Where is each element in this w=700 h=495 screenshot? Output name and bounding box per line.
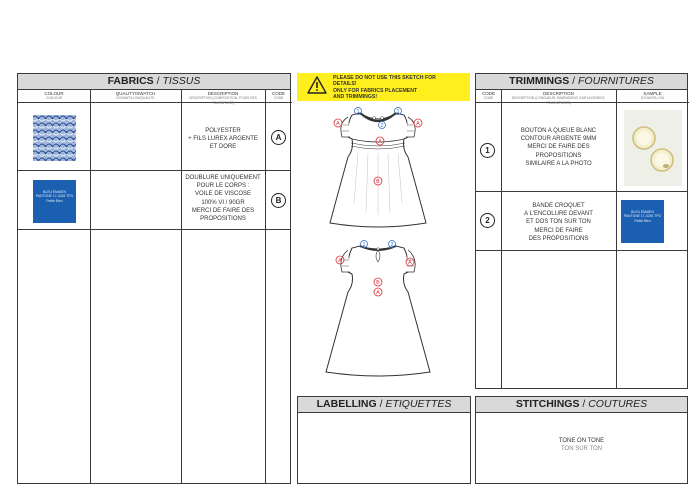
warning-line: PLEASE DO NOT USE THIS SKETCH FOR: [333, 75, 436, 81]
marker-2: 2: [390, 242, 394, 248]
stitchings-title: [476, 397, 687, 413]
fabric-description-a: [181, 127, 265, 152]
fabric-swatch-viscose: [33, 180, 76, 223]
fabrics-title-bold: FABRICS: [107, 75, 154, 87]
fabrics-title-italic: TISSUS: [162, 75, 201, 87]
trim-code-2: 2: [480, 213, 495, 228]
swatch-text: BLEU ÉMAÏEN: [43, 190, 66, 194]
trimmings-col-sample: [616, 89, 689, 103]
fabric-description-b: [181, 174, 265, 223]
marker-b: B: [376, 280, 380, 287]
trimmings-title-sep: /: [569, 75, 578, 87]
desc-line: DES PROPOSITIONS: [528, 235, 589, 242]
desc-line: PROPOSITIONS: [200, 216, 246, 223]
fabrics-col-description: [181, 89, 265, 103]
desc-line: CONTOUR ARGENTE 9MM: [520, 136, 597, 143]
fabrics-title-sep: /: [153, 75, 163, 87]
fabrics-panel: [17, 73, 291, 484]
divider: [476, 250, 688, 251]
desc-line: DOUBLURE UNIQUEMENT: [185, 175, 261, 181]
stitchings-panel: [475, 396, 688, 484]
stitchings-title-sep: /: [579, 398, 589, 410]
trim-description-2: [501, 202, 616, 243]
desc-line: MERCI DE FAIRE DES: [191, 207, 255, 214]
swatch-text: PANTONE 17-4246 TPG: [623, 214, 662, 219]
desc-line: + FILS LUREX ARGENTE: [188, 136, 258, 143]
trimmings-col-description: [501, 89, 616, 103]
col-sub: DESCRIPTION (LONGUEUR, DIMENSIONS, EMPLACEMENT, FOURNITURES): [511, 96, 606, 105]
desc-line: VOILE DE VISCOSE: [194, 191, 252, 198]
fabrics-title: [18, 74, 290, 90]
col-sub: ECHANTILLON/QUALITE: [116, 96, 155, 100]
col-sub: DESCRIPTION (COMPOSITION, POIDS DES FOURNITURE): [189, 96, 257, 105]
warning-line: ONLY FOR FABRICS PLACEMENT: [333, 87, 418, 94]
stitchings-title-italic: COUTURES: [588, 398, 648, 410]
warning-icon: [307, 76, 327, 94]
divider: [90, 89, 91, 484]
col-label: COLOUR: [44, 91, 64, 96]
fabric-swatch-lurex: [33, 115, 76, 161]
marker-a: A: [408, 260, 412, 267]
col-label: SAMPLE: [643, 91, 662, 96]
marker-a: A: [336, 121, 340, 128]
stitching-line-2: TON SUR TON: [560, 446, 602, 452]
desc-line: POUR LE CORPS :: [196, 183, 250, 190]
col-label: DESCRIPTION: [207, 91, 239, 96]
labelling-title-italic: ETIQUETTES: [385, 398, 452, 410]
col-sub: CODE: [483, 96, 494, 100]
marker-a: A: [338, 258, 342, 265]
trim-swatch-band: [621, 200, 664, 243]
col-sub: COULEUR: [45, 96, 63, 100]
marker-a: A: [416, 121, 420, 128]
col-sub: CODE: [273, 96, 284, 100]
fabric-code-a: A: [271, 130, 286, 145]
fabrics-col-colour: [18, 89, 90, 103]
marker-2: 2: [380, 123, 384, 129]
stitching-note: [476, 437, 687, 453]
marker-1: 1: [362, 242, 366, 248]
divider: [18, 229, 291, 230]
desc-line: 100% VI / 90GR: [201, 199, 245, 206]
labelling-title: [298, 397, 470, 413]
swatch-text: Petite Bleu: [634, 218, 651, 223]
divider: [18, 170, 291, 171]
garment-sketch-front: [318, 103, 438, 233]
desc-line: MERCI DE FAIRE DES: [527, 144, 590, 151]
labelling-panel: [297, 396, 471, 484]
trimmings-title-italic: FOURNITURES: [578, 75, 654, 87]
divider: [616, 89, 617, 389]
desc-line: BANDE CROQUET: [532, 203, 585, 209]
col-label: CODE: [481, 91, 495, 96]
desc-line: A L'ENCOLURE DEVANT: [524, 211, 593, 218]
swatch-text: PANTONE 17-4246 TPG: [35, 194, 74, 199]
desc-line: POLYESTER: [205, 128, 241, 134]
fabric-code-b: B: [271, 193, 286, 208]
marker-a: A: [378, 139, 382, 146]
marker-1: 1: [356, 109, 360, 115]
marker-1: 1: [396, 109, 400, 115]
button-sample-photo: [624, 110, 682, 186]
marker-b: B: [376, 179, 380, 186]
desc-line: BOUTON A QUEUE BLANC: [520, 128, 597, 134]
desc-line: MERCI DE FAIRE: [534, 227, 583, 234]
swatch-text: Petite Bleu: [46, 198, 63, 203]
trimmings-panel: [475, 73, 688, 389]
stitchings-title-bold: STITCHINGS: [515, 398, 580, 410]
fabrics-col-code: [265, 89, 292, 103]
fabrics-col-quality: [90, 89, 181, 103]
trim-code-1: 1: [480, 143, 495, 158]
desc-line: PROPOSITIONS: [535, 152, 582, 159]
desc-line: SIMILAIRE A LA PHOTO: [525, 160, 592, 167]
trimmings-title: [476, 74, 687, 90]
warning-line: DETAILS!: [333, 81, 357, 88]
divider: [476, 191, 688, 192]
trimmings-col-code: [476, 89, 501, 103]
warning-banner: [297, 73, 470, 101]
trimmings-title-bold: TRIMMINGS: [509, 75, 570, 87]
marker-a: A: [376, 290, 380, 297]
trim-description-1: [501, 127, 616, 168]
garment-sketch-back: [318, 240, 438, 380]
desc-line: ET DORE: [209, 144, 237, 151]
warning-text: [333, 75, 436, 101]
col-sub: ECHANTILLON: [640, 96, 665, 100]
col-label: CODE: [271, 91, 285, 96]
stitching-line-1: TONE ON TONE: [558, 438, 605, 444]
labelling-title-bold: LABELLING: [316, 398, 377, 410]
divider: [265, 89, 266, 484]
warning-line: AND TRIMMINGS!: [333, 94, 378, 101]
labelling-title-sep: /: [376, 398, 386, 410]
desc-line: ET DOS TON SUR TON: [526, 219, 591, 226]
col-label: DESCRIPTION: [543, 91, 574, 96]
swatch-text: BLEU ÉMAÏEN: [631, 210, 654, 214]
col-label: QUALITY/SWATCH: [115, 91, 156, 96]
